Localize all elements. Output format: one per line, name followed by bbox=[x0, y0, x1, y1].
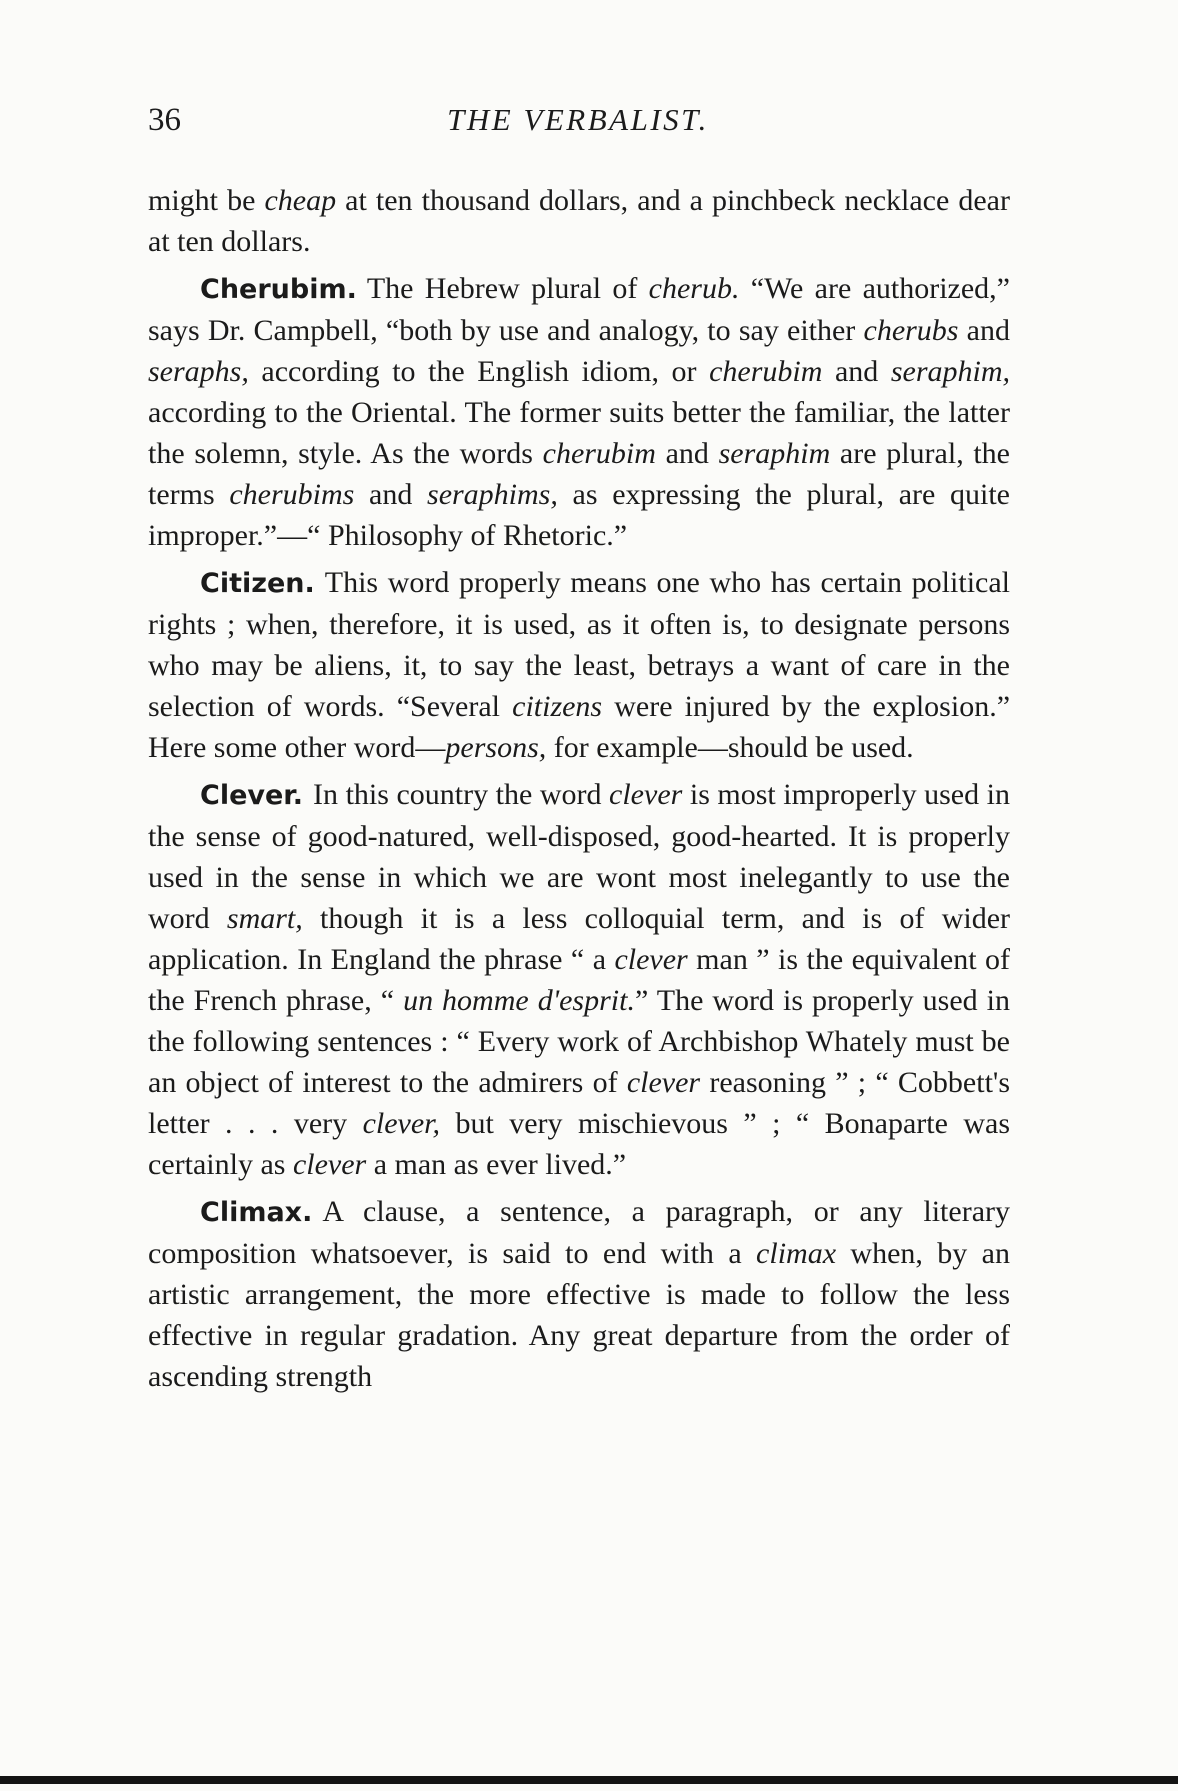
page-number: 36 bbox=[148, 102, 181, 138]
headword-climax: Climax. bbox=[200, 1197, 313, 1228]
bottom-border-rule bbox=[0, 1776, 1178, 1784]
entry-climax: Climax. A clause, a sentence, a paragraph, or any literary composition whatsoever, is said to end with a climax when, by an artistic arrangement, the more effective is made to follow the less effective in regular gradation. Any great departure from the order of ascending strength bbox=[148, 1195, 1010, 1393]
continued-paragraph: might be cheap at ten thousand dollars, and a pinchbeck necklace dear at ten dollars. bbox=[148, 184, 1010, 258]
page-header bbox=[148, 98, 1008, 148]
entry-clever: Clever. In this country the word clever is most improperly used in the sense of good-natured, well-disposed, good-hearted. It is properly used in the sense in which we are wont most inelegantly to use the word smart, though it is a less colloquial term, and is of wider application. In England the phrase “ a clever man ” is the equivalent of the French phrase, “ un homme d'esprit.” The word is properly used in the following sentences : “ Every work of Archbishop Whately must be an object of interest to the admirers of clever reasoning ” ; “ Cobbett's letter . . . very clever, but very mischievous ” ; “ Bonaparte was certainly as clever a man as ever lived.” bbox=[148, 778, 1011, 1181]
running-title: THE VERBALIST. bbox=[447, 102, 709, 137]
headword-clever: Clever. bbox=[200, 780, 304, 811]
headword-citizen: Citizen. bbox=[200, 568, 315, 599]
entry-citizen: Citizen. This word properly means one who has certain political rights ; when, therefore, it is used, as it often is, to designate persons who may be aliens, it, to say the least, betrays a want of care in the selection of words. “Several citizens were injured by the explosion.” Here some other word—persons, for example—should be used. bbox=[148, 566, 1011, 764]
headword-cherubim: Cherubim. bbox=[200, 274, 357, 305]
body-text bbox=[148, 180, 1010, 1397]
entry-cherubim: Cherubim. The Hebrew plural of cherub. “We are authorized,” says Dr. Campbell, “both by use and analogy, to say either cherubs and seraphs, according to the English idiom, or cherubim and seraphim, according to the Oriental. The former suits better the familiar, the latter the solemn, style. As the words cherubim and seraphim are plural, the terms cherubims and seraphims, as expressing the plural, are quite improper.”—“ Philosophy of Rhetoric.” bbox=[148, 272, 1011, 552]
